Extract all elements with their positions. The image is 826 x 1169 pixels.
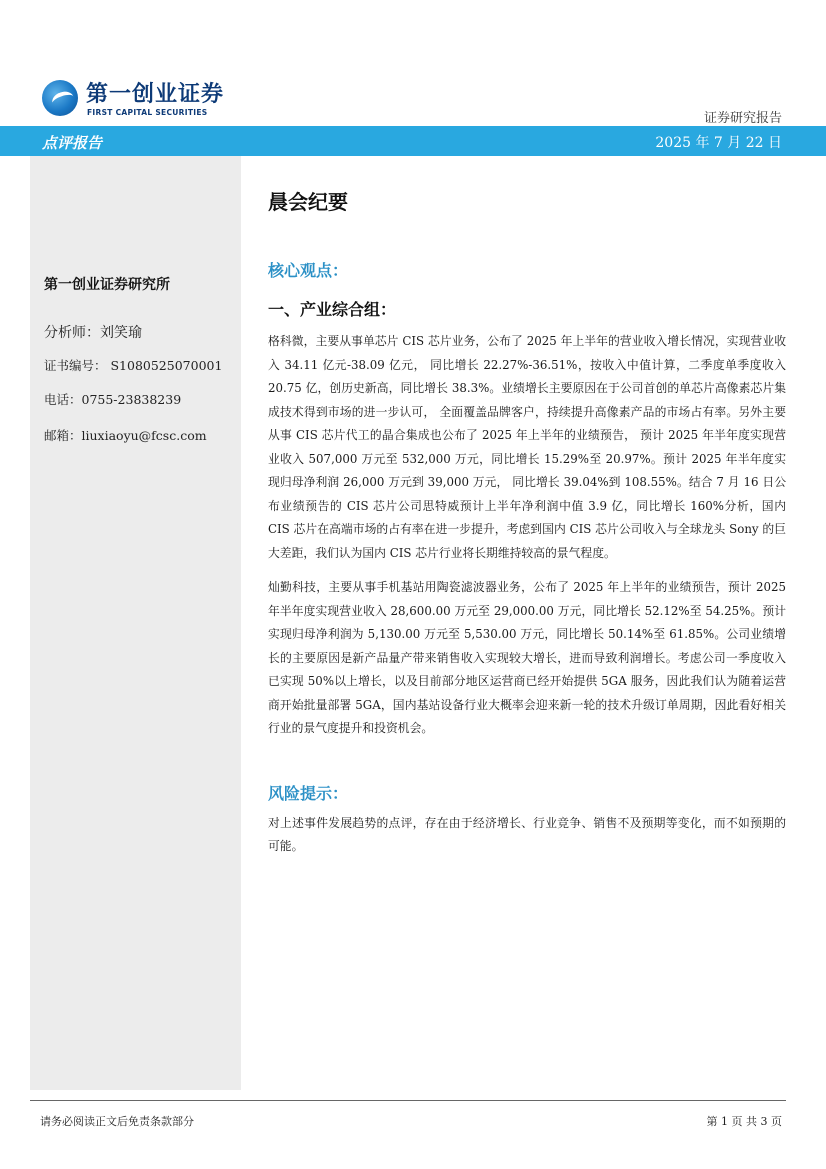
logo-chinese-name: 第一创业证券 (86, 82, 225, 107)
risk-heading: 风险提示： (268, 783, 349, 803)
core-views-heading: 核心观点： (268, 261, 349, 280)
page-number: 第 1 页 共 3 页 (706, 1115, 782, 1128)
phone-number: 电话：0755-23838239 (44, 392, 182, 407)
paragraph-galaxycore: 格科微，主要从事单芯片 CIS 芯片业务，公布了 2025 年上半年的营业收入增长情况，实现营业收入 34.11 亿元-38.09 亿元， 同比增长 22.27%-36.51%，按收入中值计算，二季度单季度收入 20.75 亿，创历史新高，同比增长 38.3%。业绩增长主要原因在于公司首创的单芯片高像素芯片集成技术得到市场的进一步认可， 全面覆盖品牌客户，持续提升高像素产品的市场占有率。另外主要从事 CIS 芯片代工的晶合集成也公布了 2025 年上半年的业绩预告， 预计 2025 年半年度实现营业收入 507,000 万元至 532,000 万元，同比增长 15.29%至 20.97%。预计 2025 年半年度实现归母净利润 26,000 万元到 39,000 万元， 同比增长 39.04%到 108.55%。结合 7 月 16 日公布业绩预告的 CIS 芯片公司思特威预计上半年净利润中值 3.9 亿，同比增长 160%分析，国内 CIS 芯片在高端市场的占有率在进一步提升，考虑到国内 CIS 芯片公司收入与全球龙头 Sony 的巨大差距，我们认为国内 CIS 芯片行业将长期维持较高的景气程度。 (268, 334, 786, 560)
institute-name: 第一创业证券研究所 (44, 277, 170, 293)
report-type-label: 证券研究报告 (703, 111, 782, 126)
logo-english-name: FIRST CAPITAL SECURITIES (87, 108, 208, 117)
email-address: 邮箱：liuxiaoyu@fcsc.com (44, 428, 207, 443)
industry-group-heading: 一、产业综合组： (268, 300, 397, 319)
paragraph-canqin: 灿勤科技，主要从事手机基站用陶瓷滤波器业务，公布了 2025 年上半年的业绩预告，预计 2025 年半年度实现营业收入 28,600.00 万元至 29,000.00 万元，同比增长 52.12%至 54.25%。预计实现归母净利润为 5,130.00 万元至 5,530.00 万元，同比增长 50.14%至 61.85%。公司业绩增长的主要原因是新产品量产带来销售收入实现较大增长，进而导致利润增长。考虑公司一季度收入已实现 50%以上增长，以及目前部分地区运营商已经开始提供 5GA 服务，因此我们认为随着运营商开始批量部署 5GA，国内基站设备行业大概率会迎来新一轮的技术升级订单周期，因此看好相关行业的景气度提升和投资机会。 (268, 580, 786, 735)
page-title: 晨会纪要 (268, 190, 348, 214)
main-content (268, 186, 786, 870)
header-bar (0, 126, 826, 156)
report-date: 2025 年 7 月 22 日 (655, 135, 782, 151)
sidebar (30, 156, 241, 1090)
footer-disclaimer: 请务必阅读正文后免责条款部分 (40, 1115, 194, 1128)
analyst-name: 分析师：刘笑瑜 (44, 325, 142, 341)
certificate-number: 证书编号： S1080525070001 (44, 358, 223, 373)
globe-logo-icon (42, 80, 78, 116)
risk-text: 对上述事件发展趋势的点评，存在由于经济增长、行业竞争、销售不及预期等变化，而不如预期的可能。 (268, 815, 786, 853)
company-logo (40, 76, 240, 120)
footer-divider (30, 1100, 786, 1101)
report-category: 点评报告 (42, 134, 103, 152)
